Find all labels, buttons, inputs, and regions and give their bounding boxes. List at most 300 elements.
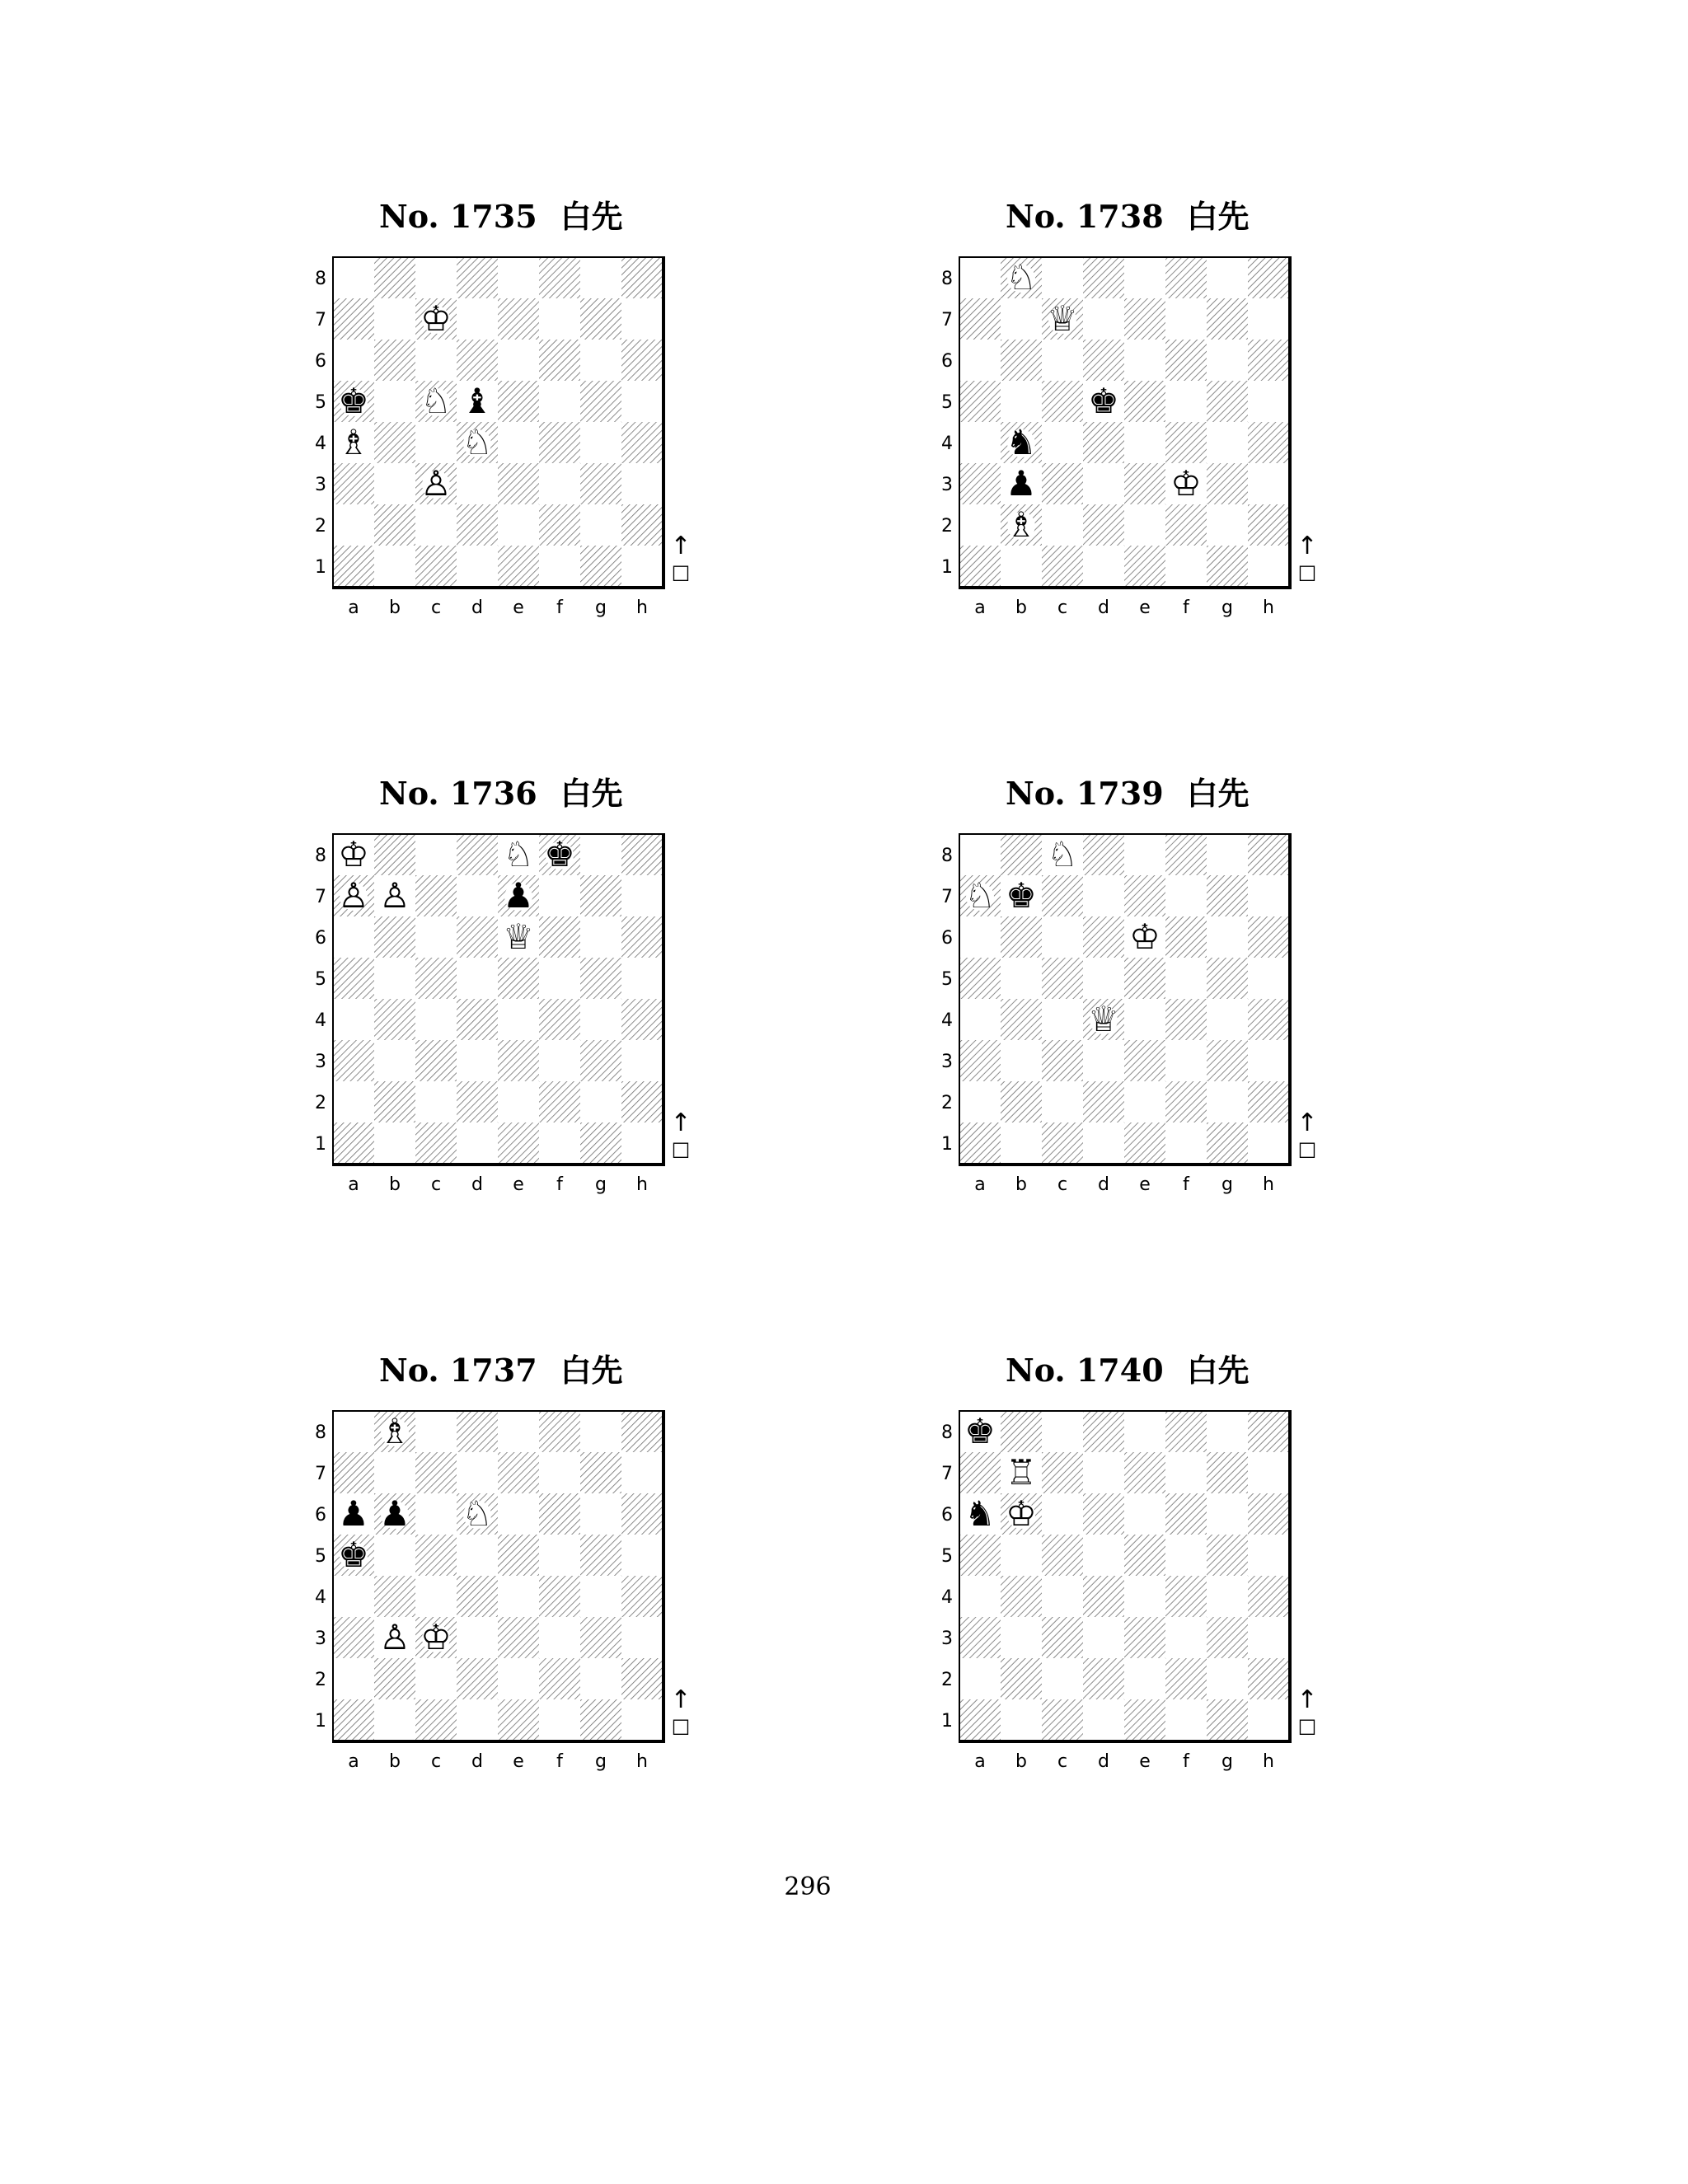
dark-square-c5 <box>415 958 457 999</box>
rank-label: 6 <box>941 351 953 372</box>
light-square-f7 <box>1165 1452 1207 1493</box>
file-label: b <box>389 1174 401 1195</box>
light-square-h7 <box>1248 875 1289 916</box>
dark-square-f6 <box>1165 916 1207 958</box>
file-label: g <box>1221 1174 1233 1195</box>
light-square-g2 <box>580 1081 621 1122</box>
rank-label: 3 <box>315 1052 326 1072</box>
light-square-b1 <box>1001 1699 1042 1741</box>
light-square-e2 <box>1124 1081 1165 1122</box>
dark-square-f2 <box>1165 1081 1207 1122</box>
file-label: c <box>430 1174 442 1195</box>
dark-square-e5 <box>498 1535 539 1576</box>
rank-label: 1 <box>941 1134 953 1155</box>
dark-square-c7 <box>1042 1452 1083 1493</box>
dark-square-h8 <box>1248 1411 1289 1452</box>
dark-square-d6 <box>457 340 498 381</box>
rank-label: 8 <box>941 1422 953 1443</box>
file-label: a <box>974 1751 986 1772</box>
puzzle-1740 <box>940 1345 1368 1807</box>
chess-board <box>940 191 1368 653</box>
dark-square-h8 <box>1248 834 1289 875</box>
rank-label: 2 <box>941 1093 953 1113</box>
light-square-f1 <box>1165 1122 1207 1164</box>
chess-board <box>940 1345 1368 1807</box>
light-square-d3 <box>1083 463 1124 504</box>
dark-square-c5 <box>1042 1535 1083 1576</box>
dark-square-h6 <box>621 916 663 958</box>
rank-label: 4 <box>315 434 326 454</box>
light-square-a8 <box>333 257 374 298</box>
dark-square-c3 <box>1042 1040 1083 1081</box>
dark-square-g7 <box>1207 298 1248 340</box>
light-square-c2 <box>1042 1658 1083 1699</box>
dark-square-h4 <box>621 999 663 1040</box>
dark-square-d8 <box>1083 834 1124 875</box>
puzzle-number: No. 1737 <box>379 1352 537 1389</box>
light-square-f7 <box>539 298 580 340</box>
dark-square-d2 <box>1083 1081 1124 1122</box>
dark-square-f4 <box>539 1576 580 1617</box>
dark-square-e1 <box>498 1122 539 1164</box>
light-square-c8 <box>415 1411 457 1452</box>
puzzle-1735 <box>313 191 742 653</box>
file-label: d <box>471 1174 483 1195</box>
dark-square-g1 <box>1207 1699 1248 1741</box>
dark-square-g5 <box>1207 381 1248 422</box>
light-square-e6 <box>1124 340 1165 381</box>
dark-square-f4 <box>1165 999 1207 1040</box>
rank-label: 2 <box>315 1670 326 1690</box>
light-square-b1 <box>374 1122 415 1164</box>
light-square-h1 <box>621 1699 663 1741</box>
dark-square-f8 <box>539 257 580 298</box>
dark-square-f4 <box>1165 422 1207 463</box>
light-square-g2 <box>580 504 621 546</box>
dark-square-c1 <box>415 1699 457 1741</box>
dark-square-c1 <box>1042 1699 1083 1741</box>
rank-label: 3 <box>941 1052 953 1072</box>
dark-square-a5 <box>959 1535 1001 1576</box>
light-square-g8 <box>1207 1411 1248 1452</box>
turn-arrow-icon: ↑ <box>670 1108 692 1137</box>
rank-label: 2 <box>941 516 953 537</box>
light-square-a4 <box>959 999 1001 1040</box>
rank-label: 6 <box>941 1505 953 1526</box>
side-to-move: 白先 <box>1186 776 1250 812</box>
light-square-e4 <box>498 999 539 1040</box>
side-to-move: 白先 <box>560 1352 623 1389</box>
file-label: h <box>636 1174 648 1195</box>
dark-square-g1 <box>580 1122 621 1164</box>
light-square-c4 <box>1042 1576 1083 1617</box>
dark-square-g1 <box>1207 546 1248 587</box>
file-label: h <box>636 598 648 618</box>
rank-label: 8 <box>315 1422 326 1443</box>
turn-box-icon: □ <box>671 1714 691 1737</box>
white-piece-a4: ♗ <box>338 422 369 462</box>
dark-square-f6 <box>539 340 580 381</box>
dark-square-h2 <box>1248 1658 1289 1699</box>
file-label: b <box>1015 1174 1027 1195</box>
light-square-d3 <box>457 1040 498 1081</box>
dark-square-d4 <box>457 999 498 1040</box>
light-square-g4 <box>1207 999 1248 1040</box>
file-label: f <box>1183 598 1189 618</box>
dark-square-d4 <box>1083 1576 1124 1617</box>
dark-square-h2 <box>621 504 663 546</box>
file-label: h <box>636 1751 648 1772</box>
dark-square-a7 <box>333 1452 374 1493</box>
file-label: f <box>556 1751 563 1772</box>
light-square-f3 <box>539 1040 580 1081</box>
dark-square-d2 <box>1083 504 1124 546</box>
dark-square-b2 <box>374 1081 415 1122</box>
dark-square-b6 <box>374 340 415 381</box>
white-piece-e8: ♘ <box>503 834 534 874</box>
dark-square-d6 <box>1083 340 1124 381</box>
light-square-a6 <box>959 916 1001 958</box>
dark-square-b2 <box>374 1658 415 1699</box>
turn-arrow-icon: ↑ <box>1296 532 1318 560</box>
dark-square-f6 <box>539 1493 580 1535</box>
file-label: f <box>556 1174 563 1195</box>
light-square-g8 <box>580 834 621 875</box>
turn-box-icon: □ <box>1297 560 1317 583</box>
light-square-g4 <box>1207 422 1248 463</box>
light-square-c6 <box>415 916 457 958</box>
dark-square-d2 <box>457 504 498 546</box>
rank-label: 1 <box>941 557 953 578</box>
rank-label: 8 <box>941 269 953 289</box>
dark-square-f4 <box>1165 1576 1207 1617</box>
light-square-h5 <box>1248 958 1289 999</box>
dark-square-b8 <box>374 834 415 875</box>
puzzle-1738 <box>940 191 1368 653</box>
white-piece-b7: ♙ <box>379 875 410 916</box>
black-piece-a8: ♚ <box>964 1411 996 1451</box>
light-square-f7 <box>1165 298 1207 340</box>
rank-label: 5 <box>941 1546 953 1567</box>
light-square-h5 <box>621 1535 663 1576</box>
rank-label: 8 <box>941 846 953 866</box>
white-piece-b6: ♔ <box>1006 1493 1037 1534</box>
light-square-d1 <box>1083 1699 1124 1741</box>
light-square-g8 <box>1207 834 1248 875</box>
dark-square-g1 <box>580 1699 621 1741</box>
dark-square-c1 <box>1042 546 1083 587</box>
light-square-c4 <box>1042 999 1083 1040</box>
white-piece-a7: ♘ <box>964 875 996 916</box>
dark-square-d8 <box>457 257 498 298</box>
dark-square-a1 <box>959 1699 1001 1741</box>
rank-label: 7 <box>315 887 326 907</box>
light-square-e2 <box>498 1658 539 1699</box>
light-square-a2 <box>333 504 374 546</box>
dark-square-h4 <box>1248 999 1289 1040</box>
dark-square-f6 <box>1165 1493 1207 1535</box>
dark-square-g3 <box>1207 1040 1248 1081</box>
dark-square-c1 <box>415 1122 457 1164</box>
dark-square-f4 <box>539 422 580 463</box>
dark-square-a1 <box>333 1699 374 1741</box>
light-square-e2 <box>498 504 539 546</box>
puzzle-number: No. 1739 <box>1006 775 1164 812</box>
white-piece-c7: ♔ <box>420 298 452 339</box>
light-square-h1 <box>621 1122 663 1164</box>
file-label: d <box>471 1751 483 1772</box>
rank-label: 6 <box>315 351 326 372</box>
light-square-e8 <box>498 257 539 298</box>
side-to-move: 白先 <box>1186 199 1250 235</box>
light-square-h1 <box>1248 1122 1289 1164</box>
dark-square-a3 <box>959 1040 1001 1081</box>
dark-square-a7 <box>959 298 1001 340</box>
white-piece-b3: ♙ <box>379 1617 410 1657</box>
light-square-b7 <box>374 1452 415 1493</box>
dark-square-g7 <box>580 1452 621 1493</box>
dark-square-e1 <box>498 546 539 587</box>
light-square-d3 <box>457 1617 498 1658</box>
light-square-a2 <box>333 1081 374 1122</box>
dark-square-d6 <box>457 916 498 958</box>
rank-label: 1 <box>315 1711 326 1732</box>
light-square-g8 <box>580 257 621 298</box>
dark-square-e7 <box>1124 875 1165 916</box>
rank-label: 8 <box>315 846 326 866</box>
dark-square-e7 <box>498 1452 539 1493</box>
dark-square-f2 <box>1165 1658 1207 1699</box>
turn-arrow-icon: ↑ <box>670 1685 692 1714</box>
dark-square-f6 <box>539 916 580 958</box>
dark-square-h2 <box>1248 504 1289 546</box>
rank-label: 4 <box>941 1587 953 1608</box>
dark-square-d4 <box>1083 422 1124 463</box>
light-square-b7 <box>1001 298 1042 340</box>
puzzle-1737 <box>313 1345 742 1807</box>
light-square-f5 <box>1165 381 1207 422</box>
white-piece-b2: ♗ <box>1006 504 1037 545</box>
dark-square-a5 <box>333 958 374 999</box>
dark-square-g5 <box>580 958 621 999</box>
light-square-d1 <box>1083 1122 1124 1164</box>
dark-square-e5 <box>498 958 539 999</box>
dark-square-d2 <box>1083 1658 1124 1699</box>
turn-box-icon: □ <box>671 1137 691 1160</box>
light-square-e4 <box>1124 422 1165 463</box>
light-square-f1 <box>539 1699 580 1741</box>
dark-square-a3 <box>333 1617 374 1658</box>
file-label: g <box>1221 598 1233 618</box>
light-square-g6 <box>1207 916 1248 958</box>
light-square-f5 <box>539 381 580 422</box>
rank-label: 7 <box>315 310 326 330</box>
light-square-c6 <box>415 1493 457 1535</box>
file-label: e <box>1139 1751 1151 1772</box>
dark-square-e3 <box>1124 1617 1165 1658</box>
dark-square-h6 <box>1248 1493 1289 1535</box>
file-label: g <box>595 1751 607 1772</box>
dark-square-e1 <box>1124 546 1165 587</box>
light-square-e8 <box>1124 834 1165 875</box>
file-label: c <box>1057 1751 1068 1772</box>
dark-square-h2 <box>1248 1081 1289 1122</box>
rank-label: 5 <box>315 969 326 990</box>
rank-label: 5 <box>941 969 953 990</box>
light-square-e8 <box>1124 1411 1165 1452</box>
light-square-g2 <box>1207 1081 1248 1122</box>
light-square-f1 <box>1165 1699 1207 1741</box>
dark-square-f2 <box>1165 504 1207 546</box>
rank-label: 8 <box>315 269 326 289</box>
dark-square-d2 <box>457 1658 498 1699</box>
file-label: f <box>1183 1174 1189 1195</box>
light-square-c8 <box>415 257 457 298</box>
black-piece-a5: ♚ <box>338 381 369 421</box>
light-square-a6 <box>959 340 1001 381</box>
light-square-f3 <box>1165 1040 1207 1081</box>
dark-square-a1 <box>333 546 374 587</box>
light-square-g6 <box>580 1493 621 1535</box>
light-square-e2 <box>1124 1658 1165 1699</box>
dark-square-e1 <box>1124 1122 1165 1164</box>
file-label: h <box>1263 1751 1274 1772</box>
file-label: a <box>348 1174 359 1195</box>
dark-square-b2 <box>1001 1658 1042 1699</box>
dark-square-f8 <box>1165 257 1207 298</box>
rank-label: 4 <box>315 1587 326 1608</box>
light-square-c6 <box>1042 1493 1083 1535</box>
light-square-d3 <box>457 463 498 504</box>
rank-label: 4 <box>941 1010 953 1031</box>
light-square-b3 <box>1001 1040 1042 1081</box>
dark-square-e5 <box>498 381 539 422</box>
dark-square-a3 <box>333 463 374 504</box>
light-square-e2 <box>498 1081 539 1122</box>
light-square-f1 <box>1165 546 1207 587</box>
light-square-b5 <box>374 958 415 999</box>
white-piece-a7: ♙ <box>338 875 369 916</box>
dark-square-e1 <box>498 1699 539 1741</box>
light-square-b3 <box>1001 1617 1042 1658</box>
light-square-b1 <box>374 1699 415 1741</box>
rank-label: 4 <box>941 434 953 454</box>
light-square-f7 <box>539 875 580 916</box>
light-square-d3 <box>1083 1040 1124 1081</box>
light-square-e2 <box>1124 504 1165 546</box>
dark-square-b4 <box>374 999 415 1040</box>
turn-arrow-icon: ↑ <box>1296 1685 1318 1714</box>
light-square-d7 <box>1083 1452 1124 1493</box>
light-square-h5 <box>1248 381 1289 422</box>
light-square-c4 <box>415 422 457 463</box>
black-piece-d5: ♝ <box>462 381 493 421</box>
dark-square-c7 <box>1042 875 1083 916</box>
rank-label: 6 <box>941 928 953 949</box>
file-label: b <box>389 598 401 618</box>
light-square-f3 <box>1165 1617 1207 1658</box>
light-square-b1 <box>374 546 415 587</box>
dark-square-h6 <box>1248 916 1289 958</box>
puzzle-number: No. 1736 <box>379 775 537 812</box>
puzzle-number: No. 1735 <box>379 198 537 235</box>
dark-square-h4 <box>621 422 663 463</box>
dark-square-b4 <box>1001 999 1042 1040</box>
light-square-a4 <box>959 1576 1001 1617</box>
light-square-h5 <box>621 958 663 999</box>
file-label: c <box>1057 1174 1068 1195</box>
light-square-a8 <box>959 257 1001 298</box>
dark-square-g3 <box>580 463 621 504</box>
dark-square-g7 <box>580 298 621 340</box>
dark-square-b2 <box>374 504 415 546</box>
page-number: 296 <box>784 1872 832 1901</box>
dark-square-a7 <box>959 1452 1001 1493</box>
light-square-d5 <box>1083 958 1124 999</box>
dark-square-b4 <box>374 422 415 463</box>
dark-square-f8 <box>539 1411 580 1452</box>
light-square-a6 <box>333 340 374 381</box>
light-square-c8 <box>1042 257 1083 298</box>
light-square-b3 <box>374 1040 415 1081</box>
light-square-a2 <box>959 1658 1001 1699</box>
light-square-f5 <box>1165 958 1207 999</box>
rank-label: 1 <box>315 1134 326 1155</box>
light-square-g8 <box>580 1411 621 1452</box>
light-square-b5 <box>1001 1535 1042 1576</box>
file-label: g <box>1221 1751 1233 1772</box>
file-label: h <box>1263 598 1274 618</box>
dark-square-c3 <box>415 1040 457 1081</box>
light-square-c2 <box>415 1081 457 1122</box>
dark-square-c5 <box>1042 381 1083 422</box>
dark-square-h4 <box>1248 422 1289 463</box>
light-square-g2 <box>1207 1658 1248 1699</box>
file-label: b <box>389 1751 401 1772</box>
light-square-b5 <box>374 381 415 422</box>
dark-square-d8 <box>457 1411 498 1452</box>
dark-square-b2 <box>1001 1081 1042 1122</box>
rank-label: 6 <box>315 928 326 949</box>
light-square-e4 <box>1124 999 1165 1040</box>
light-square-f7 <box>539 1452 580 1493</box>
light-square-c4 <box>415 999 457 1040</box>
rank-label: 7 <box>941 310 953 330</box>
dark-square-g1 <box>1207 1122 1248 1164</box>
light-square-c2 <box>415 1658 457 1699</box>
puzzle-number: No. 1738 <box>1006 198 1164 235</box>
rank-label: 4 <box>315 1010 326 1031</box>
white-piece-c3: ♔ <box>420 1617 452 1657</box>
rank-label: 7 <box>941 1464 953 1484</box>
light-square-g8 <box>1207 257 1248 298</box>
black-piece-f8: ♚ <box>544 834 575 874</box>
light-square-a2 <box>959 1081 1001 1122</box>
rank-label: 5 <box>315 1546 326 1567</box>
dark-square-h8 <box>1248 257 1289 298</box>
light-square-h1 <box>621 546 663 587</box>
dark-square-b6 <box>1001 916 1042 958</box>
chess-board <box>313 1345 742 1807</box>
light-square-h7 <box>621 1452 663 1493</box>
dark-square-e3 <box>498 463 539 504</box>
light-square-f1 <box>539 546 580 587</box>
chess-board <box>313 768 742 1230</box>
dark-square-h2 <box>621 1081 663 1122</box>
white-piece-d4: ♘ <box>462 422 493 462</box>
light-square-b5 <box>1001 958 1042 999</box>
dark-square-c3 <box>1042 1617 1083 1658</box>
